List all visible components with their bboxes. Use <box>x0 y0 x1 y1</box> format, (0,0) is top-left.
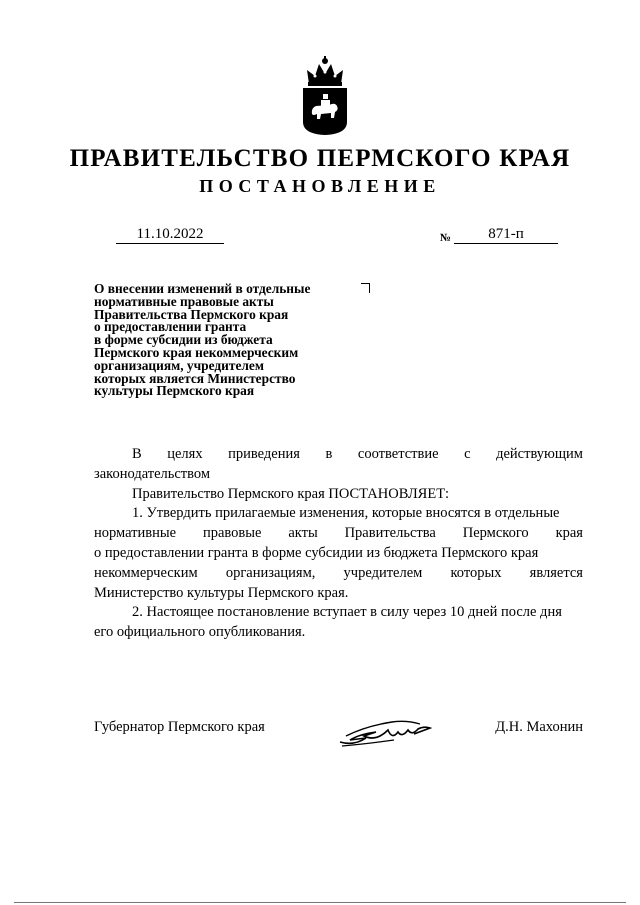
subject-line: которых является Министерство <box>94 370 296 386</box>
document-body <box>94 445 583 643</box>
signatory-position: Губернатор Пермского края <box>94 719 265 735</box>
word: с <box>464 446 471 462</box>
word: действующим <box>496 446 583 462</box>
body-line <box>94 445 583 465</box>
word: соответствие <box>357 446 439 462</box>
body-line <box>94 524 583 544</box>
word: целях <box>167 446 203 462</box>
body-line: Правительство Пермского края ПОСТАНОВЛЯЕТ: <box>132 485 450 502</box>
word: акты <box>288 525 318 542</box>
body-line: его официального опубликования. <box>94 624 306 641</box>
subject-line: Пермского края некоммерческим <box>94 344 299 360</box>
body-line: Министерство культуры Пермского края. <box>94 584 349 601</box>
document-number: 871-п <box>454 226 558 244</box>
word: организациям, <box>225 564 316 581</box>
coat-of-arms-icon <box>299 56 351 136</box>
subject-line: нормативные правовые акты <box>94 293 274 309</box>
body-line: законодательством <box>94 465 211 482</box>
word: учредителем <box>343 564 423 581</box>
word: некоммерческим <box>94 564 198 581</box>
word: в <box>325 446 333 462</box>
body-line <box>94 564 583 584</box>
signatory-name: Д.Н. Махонин <box>495 719 583 735</box>
word: является <box>529 564 583 581</box>
word: нормативные <box>94 525 177 542</box>
corner-bracket-mark <box>361 283 370 293</box>
subject-line: Правительства Пермского края <box>94 306 289 322</box>
word: Правительства <box>344 525 436 542</box>
page-bottom-edge <box>14 902 626 903</box>
document-type: ПОСТАНОВЛЕНИЕ <box>199 176 441 196</box>
word: которых <box>450 564 502 581</box>
subject-line: организациям, учредителем <box>94 357 264 373</box>
word: Пермского <box>462 525 529 542</box>
subject-line: О внесении изменений в отдельные <box>94 281 311 296</box>
word: края <box>555 525 583 542</box>
handwritten-signature-icon <box>336 712 436 752</box>
subject-line: о предоставлении гранта <box>94 319 247 335</box>
body-line: 2. Настоящее постановление вступает в силу через 10 дней после дня <box>132 604 562 621</box>
subject-line: в форме субсидии из бюджета <box>94 332 273 348</box>
word: приведения <box>228 446 300 462</box>
number-label: № <box>440 232 452 244</box>
body-line: 1. Утвердить прилагаемые изменения, которые вносятся в отдельные <box>132 505 560 522</box>
document-subject <box>94 283 354 398</box>
document-date: 11.10.2022 <box>116 226 224 244</box>
word: В <box>132 446 142 462</box>
word: правовые <box>202 525 262 542</box>
subject-line: культуры Пермского края <box>94 383 255 399</box>
government-title: ПРАВИТЕЛЬСТВО ПЕРМСКОГО КРАЯ <box>69 145 571 172</box>
body-line: о предоставлении гранта в форме субсидии из бюджета Пермского края <box>94 544 539 561</box>
